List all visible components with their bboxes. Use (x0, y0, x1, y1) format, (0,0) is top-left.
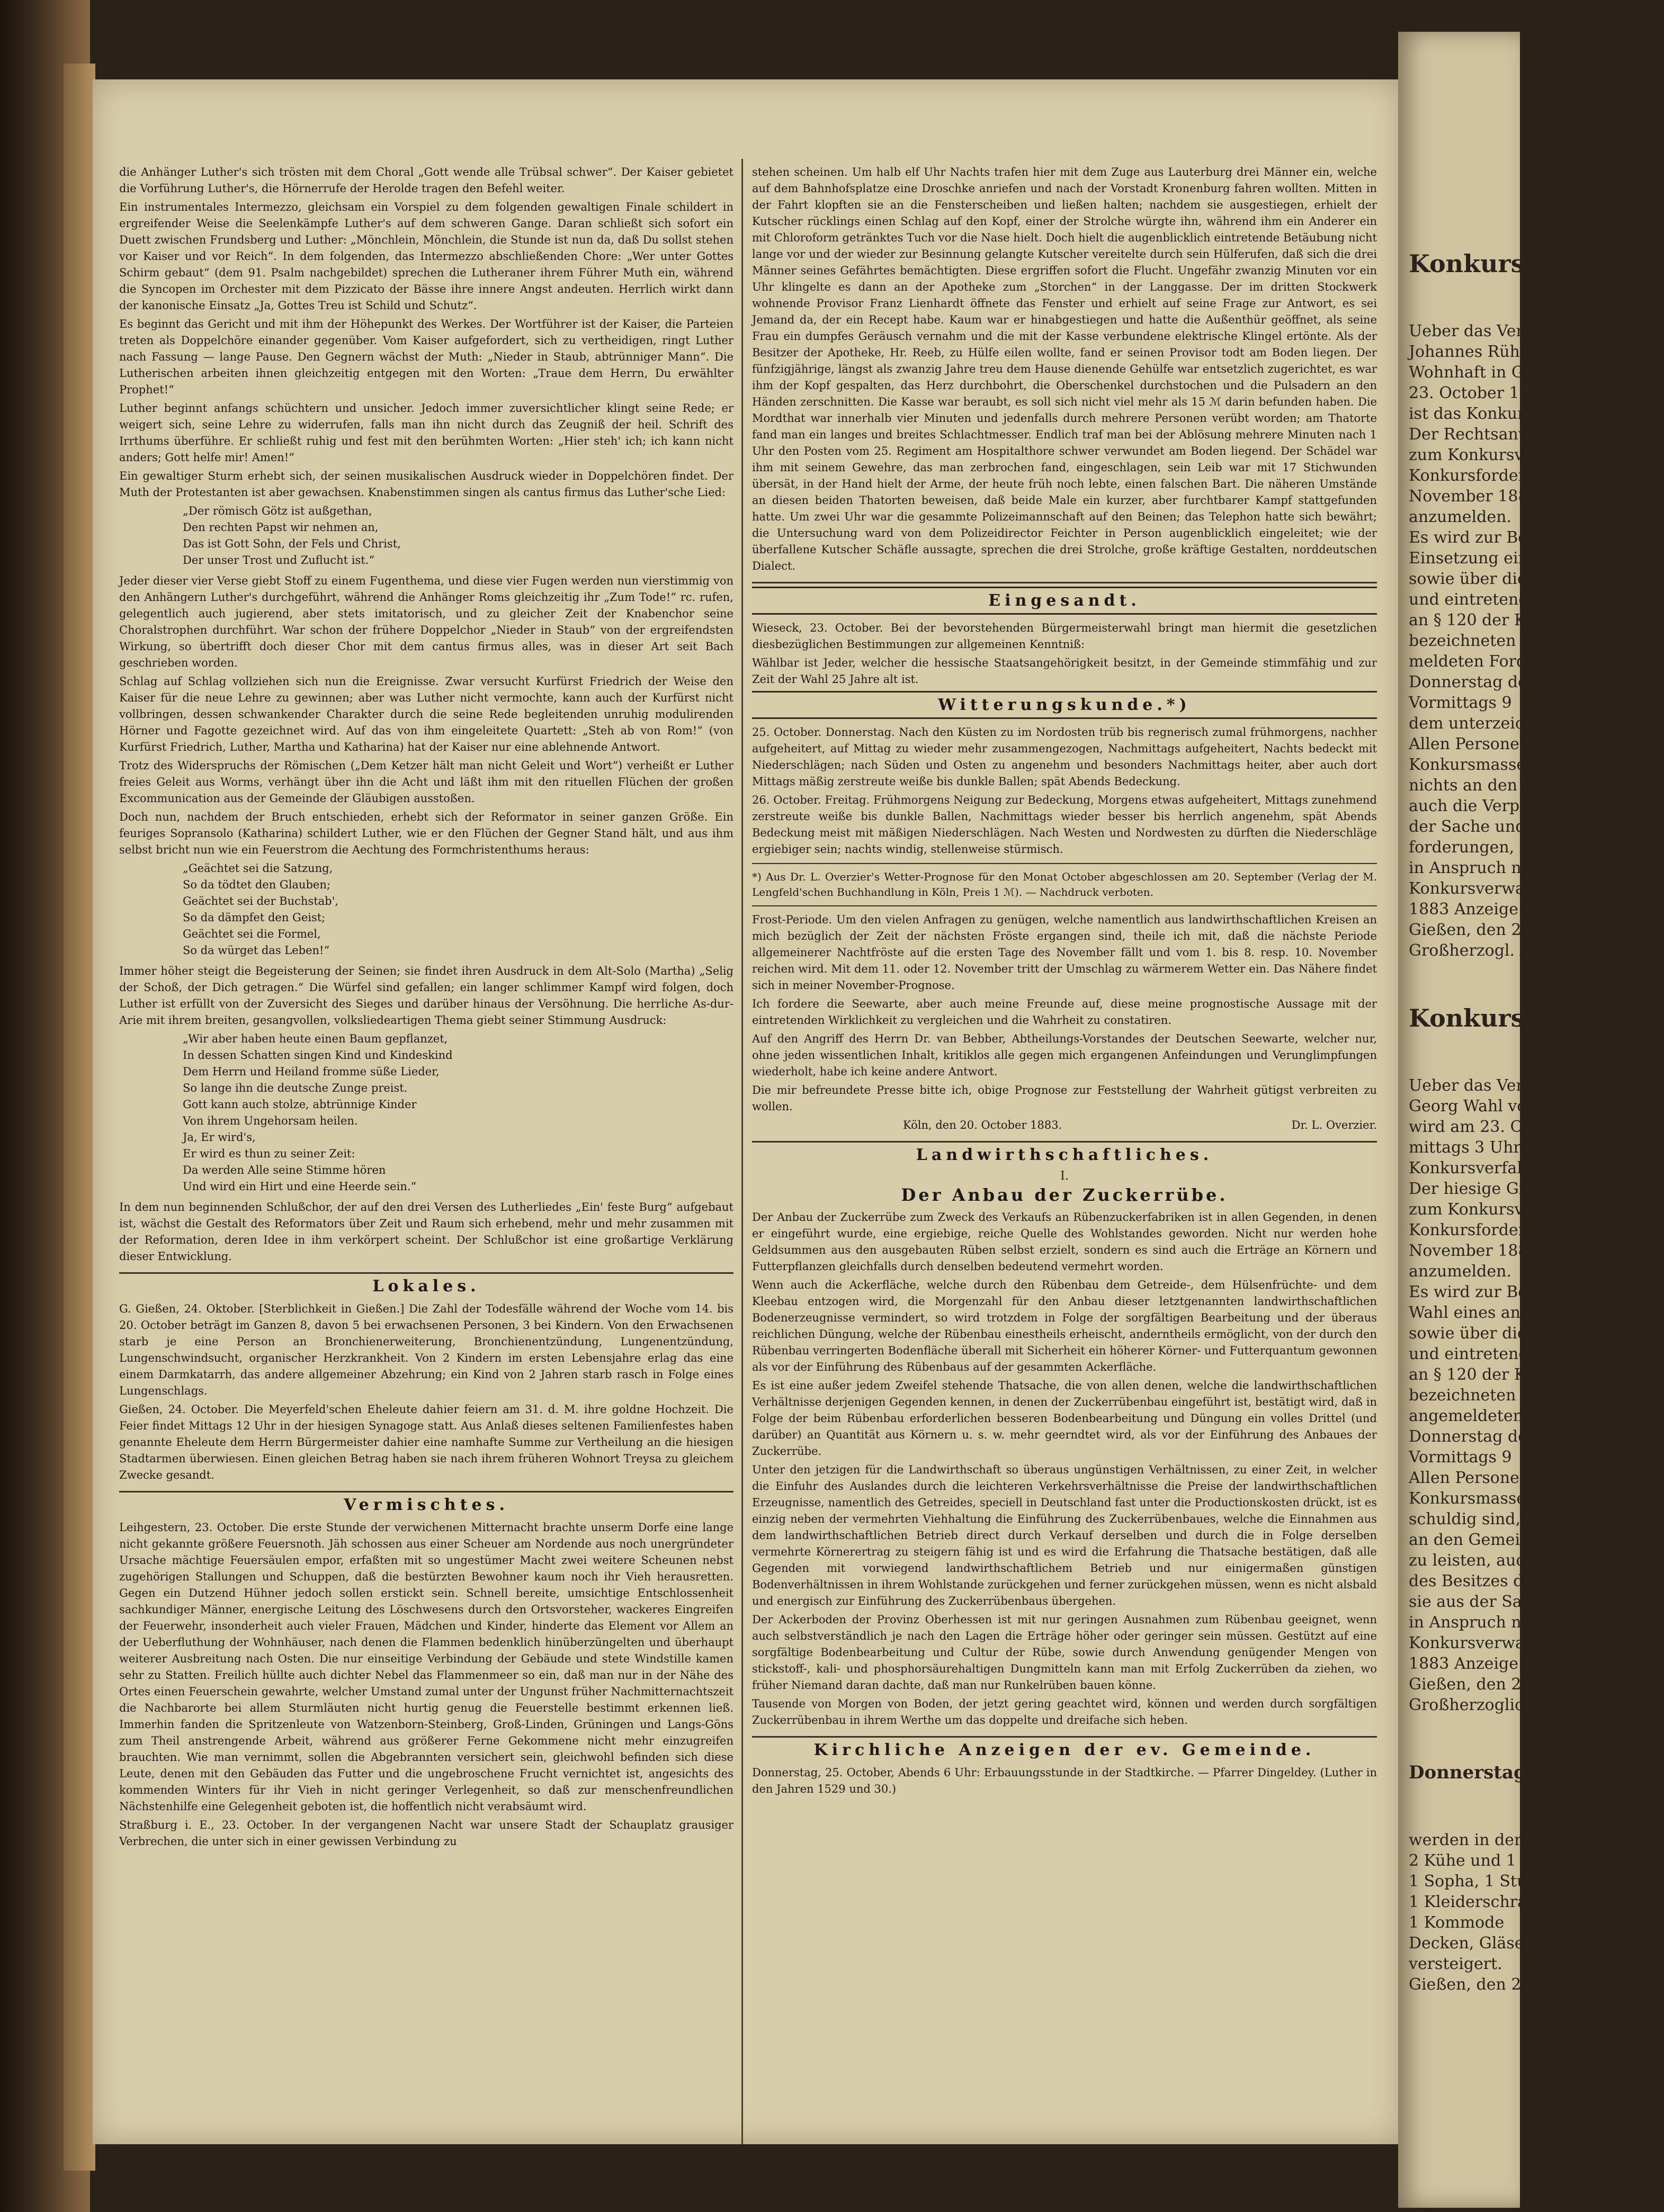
landwirthschaft-paragraph: Tausende von Morgen von Boden, der jetzt gering geachtet wird, können und werden durch sorgfältigen Zuckerrübenbau in ihrem Werthe um das doppelte und dreifache sich heben. (752, 1697, 1377, 1727)
witterungskunde-heading: Witterungskunde.*) (752, 691, 1377, 719)
eingesandt-paragraph: Wieseck, 23. October. Bei der bevorstehenden Bürgermeisterwahl bringt man hiermit die gesetzlichen diesbezüglichen Bestimmungen zur allgemeinen Kenntniß: (752, 622, 1377, 651)
versteigerung-heading: Donnerstag den (1409, 1762, 1570, 1783)
versteigerung-fragments: werden in der Liebig 2 Kühe und 1 1 Sopha, 1 Stuhl 1 Kleiderschrank 1 Kommode Decken, Gläser versteigert. Gießen, den 24. Ok (1409, 1831, 1578, 1994)
article-paragraph: Ein gewaltiger Sturm erhebt sich, der seinen musikalischen Ausdruck wieder in Doppelchören findet. Der Muth der Protestanten ist aber gewachsen. Knabenstimmen singen als cantus firmus das Luther'sche Lied: (119, 470, 733, 499)
article-paragraph: Es beginnt das Gericht und mit ihm der Höhepunkt des Werkes. Der Wortführer ist der Kaiser, die Parteien treten als Doppelchöre einander gegenüber. Vom Kaiser aufgefordert, sich zu vertheidigen, ringt Luther nach Fassung — lange Pause. Den Gegnern wächst der Muth: „Nieder in Staub, abtrünniger Mann“. Die Lutherischen arbeiten ihnen gleichzeitig entgegen mit den Worten: „Traue dem Herrn, Du erwählter Prophet!“ (119, 318, 733, 396)
lokales-heading: Lokales. (372, 1277, 480, 1296)
landwirthschaftliches-heading: Landwirthschaftliches. (916, 1146, 1213, 1164)
luther-verse-1: „Der römisch Götz ist außgethan, Den rechten Papst wir nehmen an, Das ist Gott Sohn, der Fels und Christ, Der unser Trost und Zuflucht ist.“ (183, 505, 401, 567)
article-paragraph: Luther beginnt anfangs schüchtern und unsicher. Jedoch immer zuversichtlicher klingt seine Rede; er weigert sich, seine Lehre zu widerrufen, falls man ihn nicht durch das Zeugniß der heil. Schrift des Irrthums überführe. Er schließt ruhig und fest mit den berühmten Worten: „Hier steh' ich; ich kann nicht anders; Gott helfe mir! Amen!“ (119, 402, 733, 464)
vermischtes-heading: Vermischtes. (344, 1496, 509, 1514)
luther-verse-3: „Wir aber haben heute einen Baum gepflanzet, In dessen Schatten singen Kind und Kindeskind Dem Herrn und Heiland fromme süße Lieder, So lange ihn die deutsche Zunge preist. Gott kann auch stolze, abtrünnige Kinder Von ihrem Ungehorsam heilen. Ja, Er wird's, Er wird es thun zu seiner Zeit: Da werden Alle seine Stimme hören Und wird ein Hirt und eine Heerde sein.“ (183, 1032, 453, 1193)
eingesandt-paragraph: Wählbar ist Jeder, welcher die hessische Staatsangehörigkeit besitzt, in der Gemeinde stimmfähig und zur Zeit der Wahl 25 Jahre alt ist. (752, 657, 1377, 686)
witterung-paragraph: 26. October. Freitag. Frühmorgens Neigung zur Bedeckung, Morgens etwas aufgeheitert, Mittags zunehmend zerstreute weiße bis dunkle Ballen, Nachmittags wieder besser bis herrlich angenehm, spät Abends Bedeckung meist mit mäßigen Niederschlägen. Nach Westen und Nordwesten zu dürften die Niederschläge ergiebiger sein; nachts windig, stellenweise stürmisch. (752, 794, 1377, 856)
landwirthschaft-paragraph: Unter den jetzigen für die Landwirthschaft so überaus ungünstigen Verhältnissen, zu einer Zeit, in welcher die Einfuhr des Auslandes durch die leichteren Verkehrsverhältnisse die Preise der landwirthschaftlichen Erzeugnisse, namentlich des Getreides, speciell in Deutschland fast unter die Productionskosten drückt, ist es einzig neben der vermehrten Viehhaltung die Einführung des Zuckerrübenbaues, welche die Einnahmen aus dem landwirthschaftlichen Betrieb direct durch Verkauf derselben und durch die in Folge derselben vermehrte Körnerertrag zu steigern fähig ist und es wird die Erfahrung die Thatsache bestätigen, daß alle Gegenden mit vorwiegend landwirthschaftlichem Betrieb und nur einigermaßen günstigen Bodenverhältnissen in ihrem Wohlstande zurückgehen und ferner zurückgehen müssen, wenn es nicht alsbald und energisch zur Einführung des Zuckerrübenbaus übergehen. (752, 1463, 1377, 1607)
section-rule (752, 1141, 1377, 1143)
landwirthschaft-paragraph: Es ist eine außer jedem Zweifel stehende Thatsache, die von allen denen, welche die landwirthschaftlichen Verhältnisse derjenigen Gegenden kennen, in denen der Zuckerrübenbau eingeführt ist, bestätigt wird, daß in Folge der beim Rübenbau erforderlichen besseren Bodenbearbeitung und Düngung ein volles Drittel (und darüber) an Quantität aus Körnern u. s. w. mehr geerndtet wird, als vor der Einführung des Anbaues der Zuckerrübe. (752, 1379, 1377, 1458)
kirchliche-anzeigen-heading: Kirchliche Anzeigen der ev. Gemeinde. (813, 1741, 1316, 1759)
section-rule (752, 1736, 1377, 1738)
witterung-paragraph: 25. October. Donnerstag. Nach den Küsten zu im Nordosten trüb bis regnerisch zumal frühmorgens, nachher aufgeheitert, auf Mittag zu wieder mehr zusammengezogen, Nachmittags aufgeheitert, Nachts bedeckt mit Niederschlägen; nach Süden und Osten zu angenehm und besonders Nachmittags heiter, aber auch dort Mittags mäßig zerstreute weiße bis dunkle Ballen; spät Abends Bedeckung. (752, 726, 1377, 788)
frost-paragraph: Die mir befreundete Presse bitte ich, obige Prognose zur Feststellung der Wahrheit gütigst verbreiten zu wollen. (752, 1084, 1377, 1113)
article-paragraph: stehen scheinen. Um halb elf Uhr Nachts trafen hier mit dem Zuge aus Lauterburg drei Männer ein, welche auf dem Bahnhofsplatze eine Droschke anriefen und nach der Vorstadt Kronenburg fahren wollten. Mitten in der Fahrt klopften sie an die Fensterscheiben und ließen halten; nachdem sie ausgestiegen, erhielt der Kutscher rücklings einen Schlag auf den Kopf, einer der Strolche würgte ihn, während ihm ein Anderer ein mit Chloroform getränktes Tuch vor die Nase hielt. Doch hielt die augenblicklich eintretende Betäubung nicht lange vor und der wieder zur Besinnung gelangte Kutscher vereitelte durch sein Hülferufen, daß sich die drei Männer seines Gefährtes bemächtigten. Diese ergriffen sofort die Flucht. Ungefähr zwanzig Minuten vor ein Uhr klingelte es dann an der Apotheke zum „Storchen“ in der Langgasse. Der im dritten Stockwerk wohnende Provisor Franz Lienhardt öffnete das Fenster und erhielt auf seine Frage zur Antwort, es sei Jemand da, der ein Recept habe. Kaum war er hinabgestiegen und hatte die Außenthür geöffnet, als seine Frau ein dumpfes Geräusch vernahm und die mit der Kasse verbundene elektrische Klingel ertönte. Als der Besitzer der Apotheke, Hr. Reeb, zu Hülfe eilen wollte, fand er seinen Provisor todt am Boden liegen. Der fünfzigjährige, längst als zwanzig Jahre treu dem Hause dienende Gehülfe war entsetzlich zugerichtet, es war ihm der Kopf gespalten, das Herz durchbohrt, die Oberschenkel durchstochen und die Pulsadern an den Händen zerschnitten. Die Kasse war beraubt, es soll sich nicht viel mehr als 15 ℳ darin befunden haben. Die Mordthat war innerhalb vier Minuten und jedenfalls durch mehrere Personen verübt worden; am Thatorte fand man ein langes und breites Schlachtmesser. Endlich traf man bei der Ablösung mehrere Minuten nach 1 Uhr den Posten vom 25. Regiment am Hospitalthore schwer verwundet am Boden liegend. Der Schädel war ihm mit seinem Gewehre, das man zerbrochen fand, eingeschlagen, sein Leib war mit 17 Stichwunden übersät, in der Hand hielt der Arme, der heute früh noch lebte, einen falschen Bart. Die näheren Umstände an diesen beiden Thatorten beweisen, daß beide Male ein kurzer, aber furchtbarer Kampf stattgefunden hatte. Um zwei Uhr war die gesammte Polizeimannschaft auf den Beinen; das Telephon hatte sich bewährt; die Untersuchung ward von dem Polizeidirector Feichter in Person augenblicklich eingeleitet; wie der überfallene Kutscher Schäfle aussagte, sprechen die drei Strolche, große kräftige Gestalten, norddeutschen Dialect. (752, 166, 1377, 572)
frost-signoff (752, 1117, 1377, 1134)
article-paragraph: In dem nun beginnenden Schlußchor, der auf den drei Versen des Lutherliedes „Ein' feste Burg“ aufgebaut ist, wächst die Gestalt des Reformators über Zeit und Raum sich erhebend, mehr und mehr zusammen mit der Reformation, deren Idee in ihm verkörpert scheint. Der Schlußchor ist eine großartige Verklärung dieser Entwicklung. (119, 1201, 733, 1263)
article-paragraph: Ein instrumentales Intermezzo, gleichsam ein Vorspiel zu dem folgenden gewaltigen Finale schildert in ergreifender Weise die Seelenkämpfe Luther's auf dem schweren Gange. Daran schließt sich sofort ein Duett zwischen Frundsberg und Luther: „Mönchlein, Mönchlein, die Stunde ist nun da, daß Du sollst stehen vor Kaiser und vor Reich“. In dem folgenden, das Intermezzo abschließenden Chore: „Wer unter Gottes Schirm gebaut“ (dem 91. Psalm nachgebildet) sprechen die Lutheraner ihrem Führer Muth ein, während die Syncopen im Orchester mit dem Pizzicato der Bässe ihre innere Angst andeuten. Herrlich wirkt dann der kanonische Einsatz „Ja, Gottes Treu ist Schild und Schutz“. (119, 201, 733, 312)
konkurs-fragments-1: Ueber das Vermögen Johannes Rühl aus Wohnhaft in Gießen 23. October 1883 ist das Konkursver Der Rechtsanwalt zum Konkursver Konkursforderungen November 1883 bei anzumelden. Es wird zur Beschluß Einsetzung eines anderen sowie über die Bestellung und eintretenden Falls an § 120 der Konkurs bezeichneten Gegenstände meldeten Forderungen Donnerstag den 22. Vormittags 9 dem unterzeichneten Allen Personen, welche Konkursmasse gehörige nichts an den Gemeinschuldner auch die Verpflichtung der Sache und von forderungen, für welche in Anspruch nehmen Konkursverwalter bis 1883 Anzeige zu machen Gießen, den 23. October Großherzogl. Amtsgericht (1409, 322, 1664, 960)
article-paragraph: Jeder dieser vier Verse giebt Stoff zu einem Fugenthema, und diese vier Fugen werden nun vierstimmig von den Anhängern Luther's durchgeführt, während die Anhänger Roms gleichzeitig ihr „Zum Tode!“ rc. rufen, gelegentlich auch jugierend, aber stets imitatorisch, und zu gleicher Zeit der Knabenchor seine Choralstrophen durchführt. War schon der frühere Doppelchor „Nieder in Staub“ von der ergreifendsten Wirkung, so übertrifft doch dieser Chor mit dem cantus firmus alles, was in dieser Art seit Bach geschrieben worden. (119, 574, 733, 669)
article-paragraph: Trotz des Widerspruchs der Römischen („Dem Ketzer hält man nicht Geleit und Wort“) verheißt er Luther freies Geleit aus Worms, verhängt über ihn die Acht und läßt ihm mit den rituellen Flüchen der großen Excommunication aus der Gemeinde der Gläubigen ausstoßen. (119, 759, 733, 805)
landwirthschaft-paragraph: Der Ackerboden der Provinz Oberhessen ist mit nur geringen Ausnahmen zum Rübenbau geeignet, wenn auch selbstverständlich je nach den Lagen die Erträge höher oder geringer sein müssen. Gestützt auf eine sorgfältige Bodenbearbeitung und Cultur der Rübe, sowie durch Anwendung genügender Mengen von stickstoff-, kali- und phosphorsäurehaltigen Dungmitteln kann man mit Erfolg Zuckerrüben da ziehen, wo früher Niemand daran dachte, daß man nur Runkelrüben bauen könne. (752, 1613, 1377, 1692)
witterung-footnote: *) Aus Dr. L. Overzier's Wetter-Prognose für den Monat October abgeschlossen am 20. September (Verlag der M. Lengfeld'schen Buchhandlung in Köln, Preis 1 ℳ). — Nachdruck verboten. (752, 870, 1377, 898)
page-edge (64, 64, 95, 2171)
frost-paragraph: Auf den Angriff des Herrn Dr. van Bebber, Abtheilungs-Vorstandes der Deutschen Seewarte, welcher nur, ohne jeden wissentlichen Inhalt, kritiklos alle gegen mich ergangenen Anfeindungen und Verunglimpfungen wiederholt, habe ich keine andere Antwort. (752, 1032, 1377, 1078)
frost-paragraph: Frost-Periode. Um den vielen Anfragen zu genügen, welche namentlich aus landwirthschaftlichen Kreisen an mich bezüglich der Zeit der nächsten Fröste ergangen sind, theile ich mit, daß die nächste Periode allgemeinerer Nachtfröste auf die ersten Tage des November fällt und vom 1. bis 8. resp. 10. November reichen wird. Mit dem 11. oder 12. November tritt der Umschlag zu wärmerem Wetter ein. Das Nähere findet sich in meiner November-Prognose. (752, 913, 1377, 992)
frost-signoff-name: Dr. L. Overzier. (1291, 1119, 1377, 1131)
zuckerruebe-heading: Der Anbau der Zuckerrübe. (901, 1185, 1228, 1205)
column-divider (741, 159, 743, 2144)
footnote-rule (752, 905, 1377, 906)
vermischtes-paragraph: Straßburg i. E., 23. October. In der vergangenen Nacht war unsere Stadt der Schauplatz grausiger Verbrechen, die unter sich in einer gewissen Verbindung zu (119, 1819, 733, 1848)
article-paragraph: Doch nun, nachdem der Bruch entschieden, erhebt sich der Reformator in seiner ganzen Größe. Ein feuriges Sopransolo (Katharina) schildert Luther, wie er den Flüchen der Gegner Stand hält, und aus ihm selbst bricht nun wie ein Feuerstrom die Aechtung des Formchristenthums heraus: (119, 811, 733, 856)
eingesandt-heading: Eingesandt. (752, 587, 1377, 615)
kirchliche-anzeige-text: Donnerstag, 25. October, Abends 6 Uhr: Erbauungsstunde in der Stadtkirche. — Pfarrer Dingeldey. (Luther in den Jahren 1529 und 30.) (752, 1766, 1377, 1795)
konkurs-fragments-2: Ueber das Vermögen Georg Wahl von wird am 23. October mittags 3 Uhr, das Konkursverfahren Der hiesige Gr. zum Konkursver Konkursforderungen November 1883 bei anzumelden. Es wird zur Beschluß Wahl eines anderen sowie über die Bestellung und eintretenden Falls an § 120 der Konkurs bezeichneten Gegenstände angemeldeten Forderungen Donnerstag den 30. Vormittags 9 Allen Personen, welche Konkursmasse gehörige schuldig sind, wird an den Gemeinschuldner zu leisten, auch des Besitzes der Sache sie aus der Sache in Anspruch nehmen Konkursverwalter bis 1883 Anzeige zu machen Gießen, den 23. October Großherzogliches Amtsgericht (1409, 1076, 1656, 1714)
landwirthschaft-paragraph: Der Anbau der Zuckerrübe zum Zweck des Verkaufs an Rübenzuckerfabriken ist in allen Gegenden, in denen er eingeführt wurde, eine ergiebige, reiche Quelle des Wohlstandes geworden. Nicht nur werden hohe Geldsummen aus den ausgebauten Rüben selbst erzielt, sondern es sind auch die Erträge an Körnern und Futterpflanzen gleichfalls durch denselben bedeutend vermehrt worden. (752, 1211, 1377, 1273)
footnote-rule (752, 863, 1377, 864)
right-column (752, 164, 1377, 1800)
adjacent-page-text (1409, 206, 1664, 2036)
section-rule (119, 1272, 733, 1274)
section-rule (119, 1491, 733, 1492)
section-rule (752, 582, 1377, 583)
article-paragraph: die Anhänger Luther's sich trösten mit dem Choral „Gott wende alle Trübsal schwer“. Der Kaiser gebietet die Vorführung Luther's, die Hörnerrufe der Herolde tragen den Befehl weiter. (119, 166, 733, 195)
konkurs-heading-1: Konkursver (1409, 249, 1567, 278)
lokales-paragraph: G. Gießen, 24. Oktober. [Sterblichkeit in Gießen.] Die Zahl der Todesfälle während der Woche vom 14. bis 20. October beträgt im Ganzen 8, davon 5 bei erwachsenen Personen, 3 bei Kindern. Von den Erwachsenen starb je eine Person an Bronchienerweiterung, Bronchienentzündung, Lungenentzündung, Lungenschwindsucht, organischer Herzkrankheit. Von 2 Kindern im ersten Lebensjahre erlag das eine einem Darmkatarrh, das andere allgemeiner Abzehrung; ein Kind von 2 Jahren starb rasch in Folge eines Lungenschlags. (119, 1302, 733, 1397)
article-number: I. (1060, 1170, 1069, 1183)
landwirthschaft-paragraph: Wenn auch die Ackerfläche, welche durch den Rübenbau dem Getreide-, dem Hülsenfrüchte- und dem Kleebau entzogen wird, die Morgenzahl für den Anbau dieser letztgenannten landwirthschaftlichen Bodenerzeugnisse vermindert, so wird trotzdem in Folge der sorgfältigen Bearbeitung und der überaus reichlichen Düngung, welche der Rübenbau einestheils erheischt, anderntheils ermöglicht, von der durch den Rübenbau verringerten Bodenfläche überall mit Sicherheit ein höherer Körner- und Futterquantum gewonnen als vor der Einführung des Rübenbaus auf der gesammten Ackerfläche. (752, 1279, 1377, 1373)
konkurs-heading-2: Konkursver (1409, 1004, 1567, 1032)
article-paragraph: Immer höher steigt die Begeisterung der Seinen; sie findet ihren Ausdruck in dem Alt-Solo (Martha) „Selig der Schoß, der Dich getragen.“ Die Würfel sind gefallen; ein langer schlimmer Kampf wird folgen, doch Luther ist erfüllt von der Zuversicht des Sieges und darüber hinaus der Versöhnung. Die herrliche As-dur-Arie mit ihrem breiten, gesangvollen, volksliedeartigen Thema giebt seiner Stimmung Ausdruck: (119, 965, 733, 1027)
frost-paragraph: Ich fordere die Seewarte, aber auch meine Freunde auf, diese meine prognostische Aussage mit der eintretenden Wirklichkeit zu vergleichen und die Wahrheit zu constatiren. (752, 997, 1377, 1027)
adjacent-page (1398, 32, 1664, 2208)
frost-signoff-place: Köln, den 20. October 1883. (902, 1119, 1062, 1131)
lokales-paragraph: Gießen, 24. October. Die Meyerfeld'schen Eheleute dahier feiern am 31. d. M. ihre goldne Hochzeit. Die Feier findet Mittags 12 Uhr in der hiesigen Synagoge statt. Aus Anlaß dieses seltenen Familienfestes haben genannte Eheleute dem Herrn Bürgermeister dahier eine namhafte Summe zur Vertheilung an die hiesigen Stadtarmen überwiesen. Einen gleichen Betrag haben sie nach ihrem früheren Wohnort Treysa zu gleichem Zwecke gesandt. (119, 1403, 733, 1481)
newspaper-page (93, 79, 1401, 2144)
vermischtes-paragraph: Leihgestern, 23. October. Die erste Stunde der verwichenen Mitternacht brachte unserm Dorfe eine lange nicht gekannte größere Feuersnoth. Jäh schossen aus einer Scheuer am Nordende aus noch unergründeter Ursache mächtige Feuersäulen empor, erfaßten mit so ungestümer Macht zwei weitere Scheunen nebst zugehörigen Stallungen und Schuppen, daß die bestürzten Bewohner kaum noch ihr Vieh herausretten. Gegen ein Dutzend Hühner jedoch sollen erstickt sein. Schnell bereite, umsichtige Entschlossenheit sachkundiger Männer, energische Leitung des Löschwesens durch den Ortsvorsteher, wackeres Eingreifen der Feuerwehr, insonderheit auch vieler Frauen, Mädchen und Kinder, hinderte das Element vor Allem an der Ueberfluthung der Wohnhäuser, nach denen die Flammen bedenklich hinüberzüngelten und überhaupt weiterer Ausbreitung nach Osten. Die nur einseitige Verbindung der Gebäude und stete Windstille kamen sehr zu Statten. Freilich hüllte auch dichter Nebel das Flammenmeer so ein, daß man nur in der Nähe des Ortes einen Feuerschein gewahrte, welcher Umstand zumal unter der Ungunst früher Nachmitternachtszeit die Nachbarorte bei allem Sturmläuten nicht hurtig genug die Feuerstelle bestimmt erkennen ließ. Immerhin fanden die Spritzenleute von Watzenborn-Steinberg, Groß-Linden, Grüningen und Langs-Göns zum Theil anstrengende Arbeit, während aus größerer Ferne Gekommene nicht mehr einzugreifen brauchten. Wie man vernimmt, sollen die Abgebrannten versichert sein, gleichwohl befinden sich diese Leute, denen mit den Gebäuden das Futter und die ungebroschene Frucht vernichtet ist, angesichts des kommenden Winters für ihr Vieh in nicht geringer Verlegenheit, so daß zur menschenfreundlichen Nächstenhilfe eine Gelegenheit geboten ist, die hoffentlich nicht verabsäumt wird. (119, 1521, 733, 1813)
article-paragraph: Schlag auf Schlag vollziehen sich nun die Ereignisse. Zwar versucht Kurfürst Friedrich der Weise den Kaiser für die neue Lehre zu gewinnen; aber was Luther nicht vermochte, kann auch der Kurfürst nicht vollbringen, dessen schwankender Charakter durch die seine Rede begleitenden unruhig modulirenden Hörner und Fagotte gezeichnet wird. Auf das von ihm eingeleitete Quartett: „Steh ab von Rom!“ (von Kurfürst Friedrich, Luther, Martha und Katharina) hat der Kaiser nur eine ablehnende Antwort. (119, 675, 733, 753)
luther-verse-2: „Geächtet sei die Satzung, So da tödtet den Glauben; Geächtet sei der Buchstab', So da dämpfet den Geist; Geächtet sei die Formel, So da würget das Leben!“ (183, 862, 339, 957)
left-column (119, 164, 733, 1852)
